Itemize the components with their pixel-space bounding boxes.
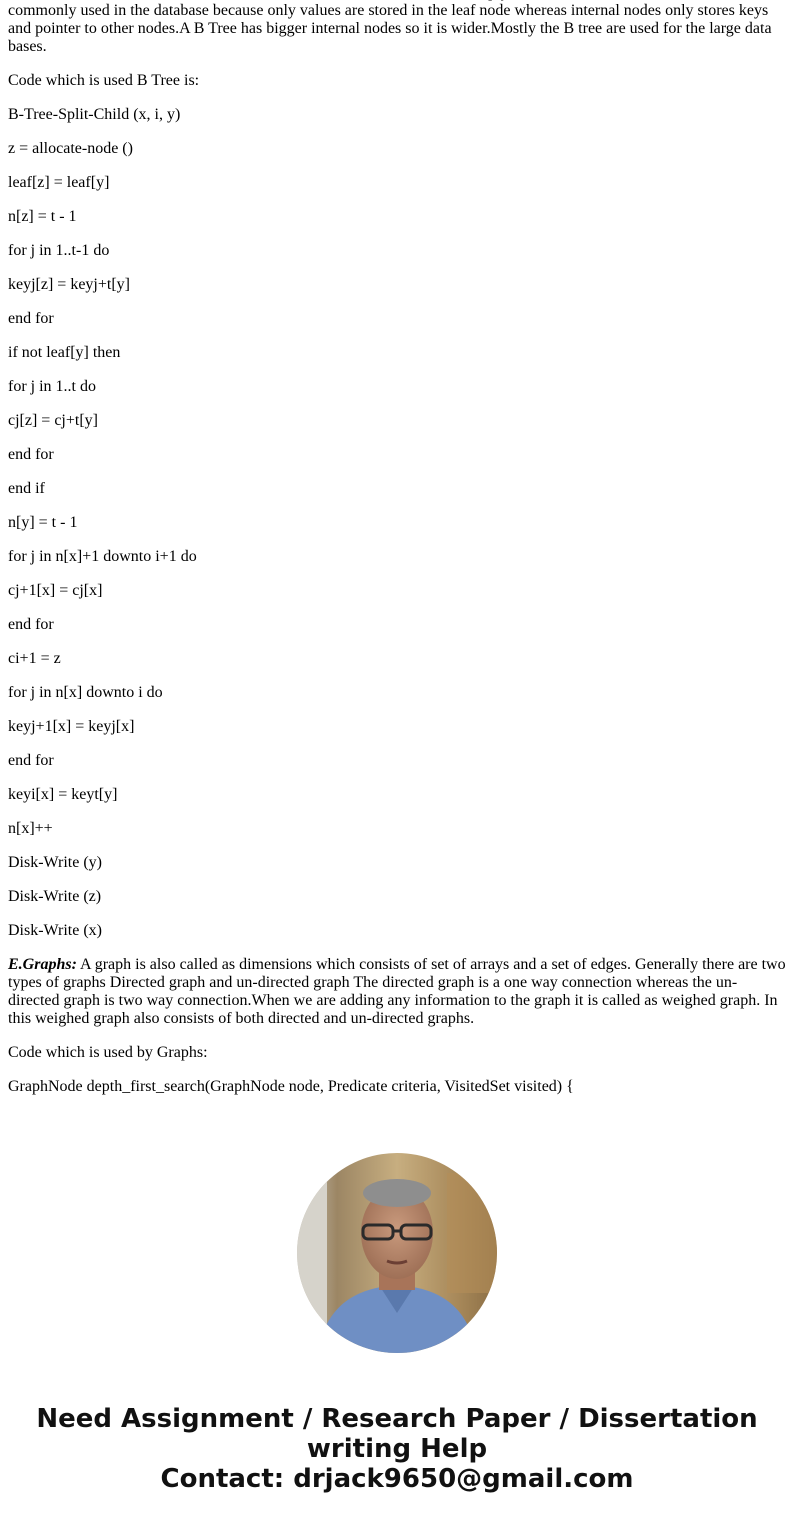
btree-code-line: leaf[z] = leaf[y] [8, 174, 110, 191]
btree-code-line: Disk-Write (y) [8, 854, 102, 871]
btree-code-line: n[x]++ [8, 820, 53, 837]
btree-code-line: for j in n[x] downto i do [8, 684, 163, 701]
btree-code-line: Disk-Write (x) [8, 922, 102, 939]
btree-code-line: ci+1 = z [8, 650, 61, 667]
graphs-paragraph [8, 956, 786, 1028]
btree-code-block [8, 106, 786, 940]
btree-code-line: keyi[x] = keyt[y] [8, 786, 118, 803]
graphs-heading: E.Graphs: [8, 956, 77, 973]
btree-code-line: B-Tree-Split-Child (x, i, y) [8, 106, 181, 123]
btree-code-line: z = allocate-node () [8, 140, 133, 157]
btree-code-line: cj+1[x] = cj[x] [8, 582, 103, 599]
btree-code-line: n[y] = t - 1 [8, 514, 78, 531]
assignment-help-promo [0, 1404, 794, 1494]
btree-code-line: keyj+1[x] = keyj[x] [8, 718, 135, 735]
btree-code-line: for j in 1..t-1 do [8, 242, 110, 259]
promo-contact: Contact: drjack9650@gmail.com [160, 1464, 634, 1494]
btree-code-line: end for [8, 752, 54, 769]
btree-code-line: cj[z] = cj+t[y] [8, 412, 98, 429]
btree-code-line: end if [8, 480, 45, 497]
promo-line-1: Need Assignment / Research Paper / Dissertation [36, 1404, 758, 1434]
promo-line-2: writing Help [306, 1434, 488, 1464]
article-content [8, 0, 786, 1112]
btree-code-heading: Code which is used B Tree is: [8, 72, 200, 89]
btree-code-line: end for [8, 446, 54, 463]
btree-code-line: end for [8, 310, 54, 327]
graphs-text: A graph is also called as dimensions which consists of set of arrays and a set of edges. Generally there are two types of graphs Directed graph and un-directed graph The directed graph is a one way connection whereas the un-directed graph is two way connection.When we are adding any information to the graph it is called as weighed graph. In this weighed graph also consists of both directed and un-directed graphs. [8, 956, 786, 1027]
btree-intro-paragraph: commonly used in the database because only values are stored in the leaf node whereas internal nodes only stores keys and pointer to other nodes.A B Tree has bigger internal nodes so it is wider.Mostly the B tree are used for the large data bases. [8, 2, 772, 55]
btree-code-line: keyj[z] = keyj+t[y] [8, 276, 130, 293]
btree-code-line: n[z] = t - 1 [8, 208, 77, 225]
author-avatar [297, 1153, 497, 1353]
btree-code-line: for j in n[x]+1 downto i+1 do [8, 548, 197, 565]
graphs-code-first-line: GraphNode depth_first_search(GraphNode node, Predicate criteria, VisitedSet visited) { [8, 1078, 574, 1095]
graphs-code-heading: Code which is used by Graphs: [8, 1044, 208, 1061]
btree-code-line: Disk-Write (z) [8, 888, 102, 905]
btree-code-line: end for [8, 616, 54, 633]
author-photo-icon [297, 1153, 497, 1353]
btree-code-line: if not leaf[y] then [8, 344, 121, 361]
btree-code-line: for j in 1..t do [8, 378, 96, 395]
